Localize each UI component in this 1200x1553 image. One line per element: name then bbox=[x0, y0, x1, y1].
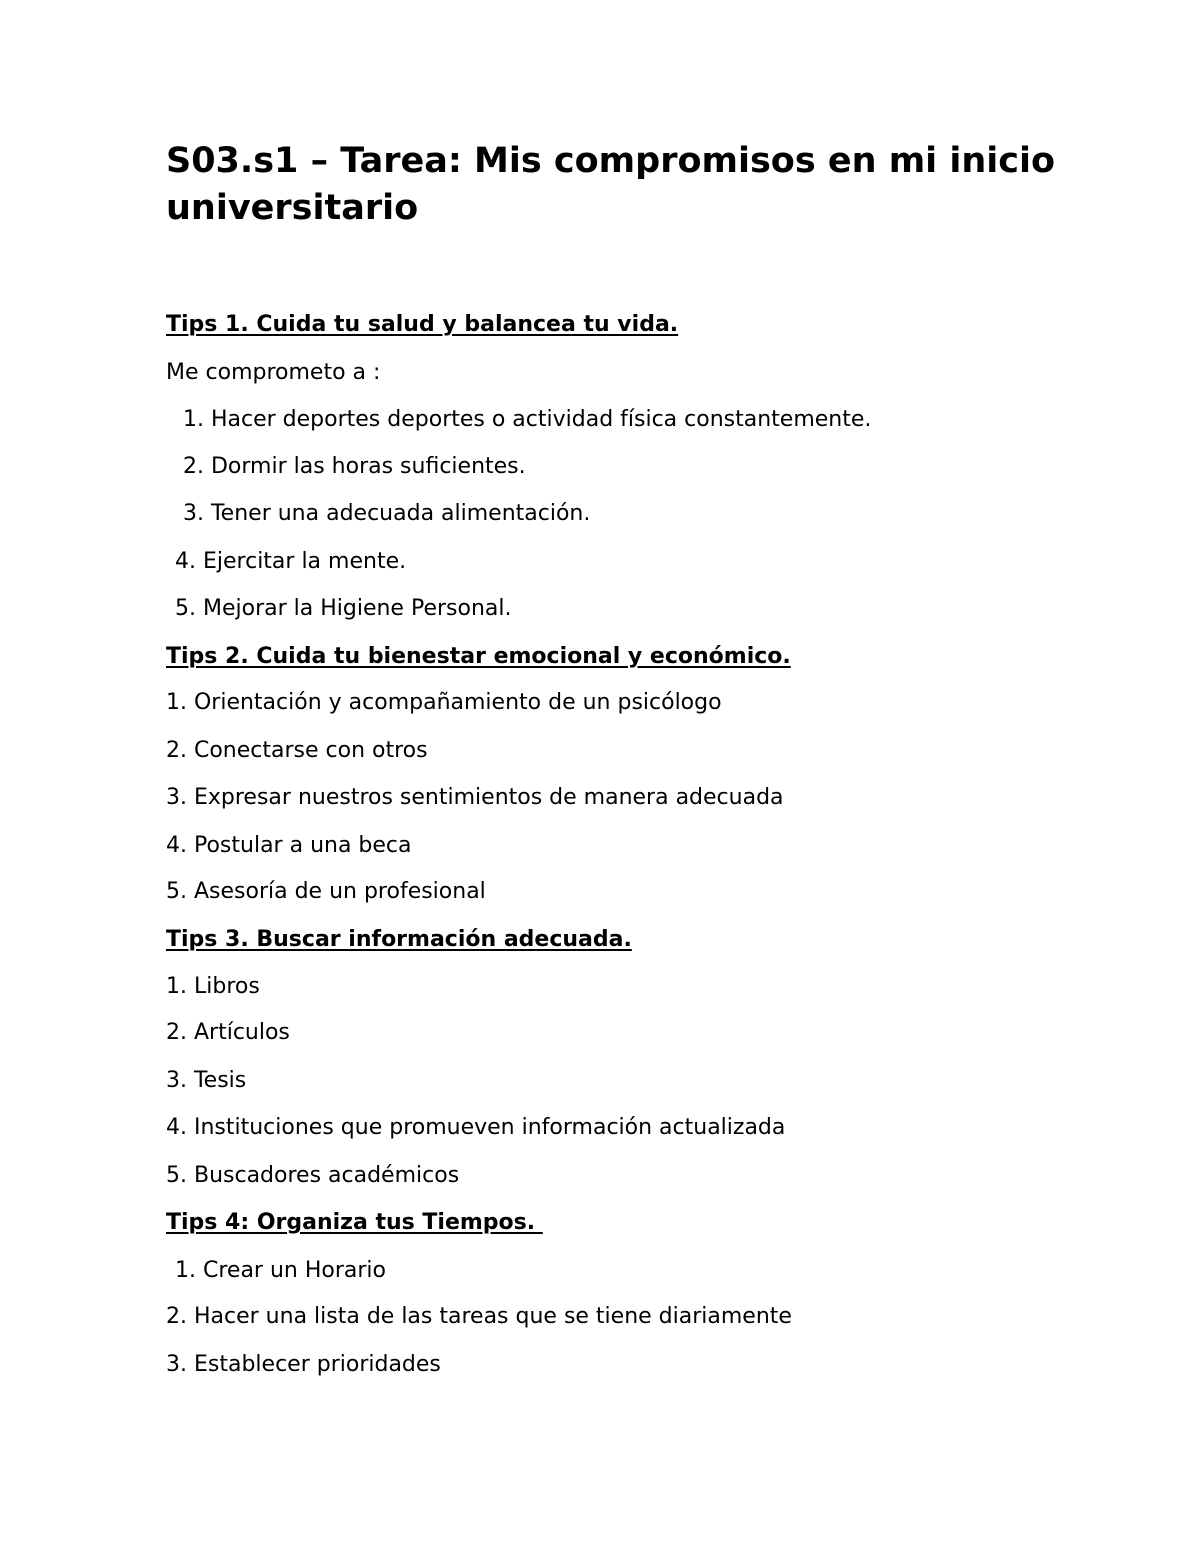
tip2-item-3: 3. Expresar nuestros sentimientos de manera adecuada bbox=[166, 785, 784, 810]
page-title: S03.s1 – Tarea: Mis compromisos en mi inicio universitario bbox=[166, 141, 1056, 228]
tip1-item-5: 5. Mejorar la Higiene Personal. bbox=[175, 596, 512, 621]
tip3-item-1: 1. Libros bbox=[166, 974, 260, 999]
tip1-heading: Tips 1. Cuida tu salud y balancea tu vida. bbox=[166, 312, 679, 337]
tip1-item-3: 3. Tener una adecuada alimentación. bbox=[183, 501, 591, 526]
tip3-item-3: 3. Tesis bbox=[166, 1068, 247, 1093]
tip2-heading: Tips 2. Cuida tu bienestar emocional y económico. bbox=[166, 644, 791, 669]
tip4-heading: Tips 4: Organiza tus Tiempos. bbox=[166, 1210, 543, 1235]
tip2-item-4: 4. Postular a una beca bbox=[166, 833, 412, 858]
tip4-item-3: 3. Establecer prioridades bbox=[166, 1352, 441, 1377]
tip2-item-5: 5. Asesoría de un profesional bbox=[166, 879, 486, 904]
tip1-intro: Me comprometo a : bbox=[166, 360, 381, 385]
tip3-item-2: 2. Artículos bbox=[166, 1020, 290, 1045]
tip1-item-2: 2. Dormir las horas suficientes. bbox=[183, 454, 526, 479]
tip2-item-1: 1. Orientación y acompañamiento de un psicólogo bbox=[166, 690, 722, 715]
tip2-item-2: 2. Conectarse con otros bbox=[166, 738, 428, 763]
tip1-item-1: 1. Hacer deportes deportes o actividad física constantemente. bbox=[183, 407, 872, 432]
tip3-heading: Tips 3. Buscar información adecuada. bbox=[166, 927, 632, 952]
tip3-item-4: 4. Instituciones que promueven información actualizada bbox=[166, 1115, 786, 1140]
tip4-item-2: 2. Hacer una lista de las tareas que se tiene diariamente bbox=[166, 1304, 792, 1329]
tip3-item-5: 5. Buscadores académicos bbox=[166, 1163, 460, 1188]
tip1-item-4: 4. Ejercitar la mente. bbox=[175, 549, 407, 574]
tip4-item-1: 1. Crear un Horario bbox=[175, 1258, 386, 1283]
